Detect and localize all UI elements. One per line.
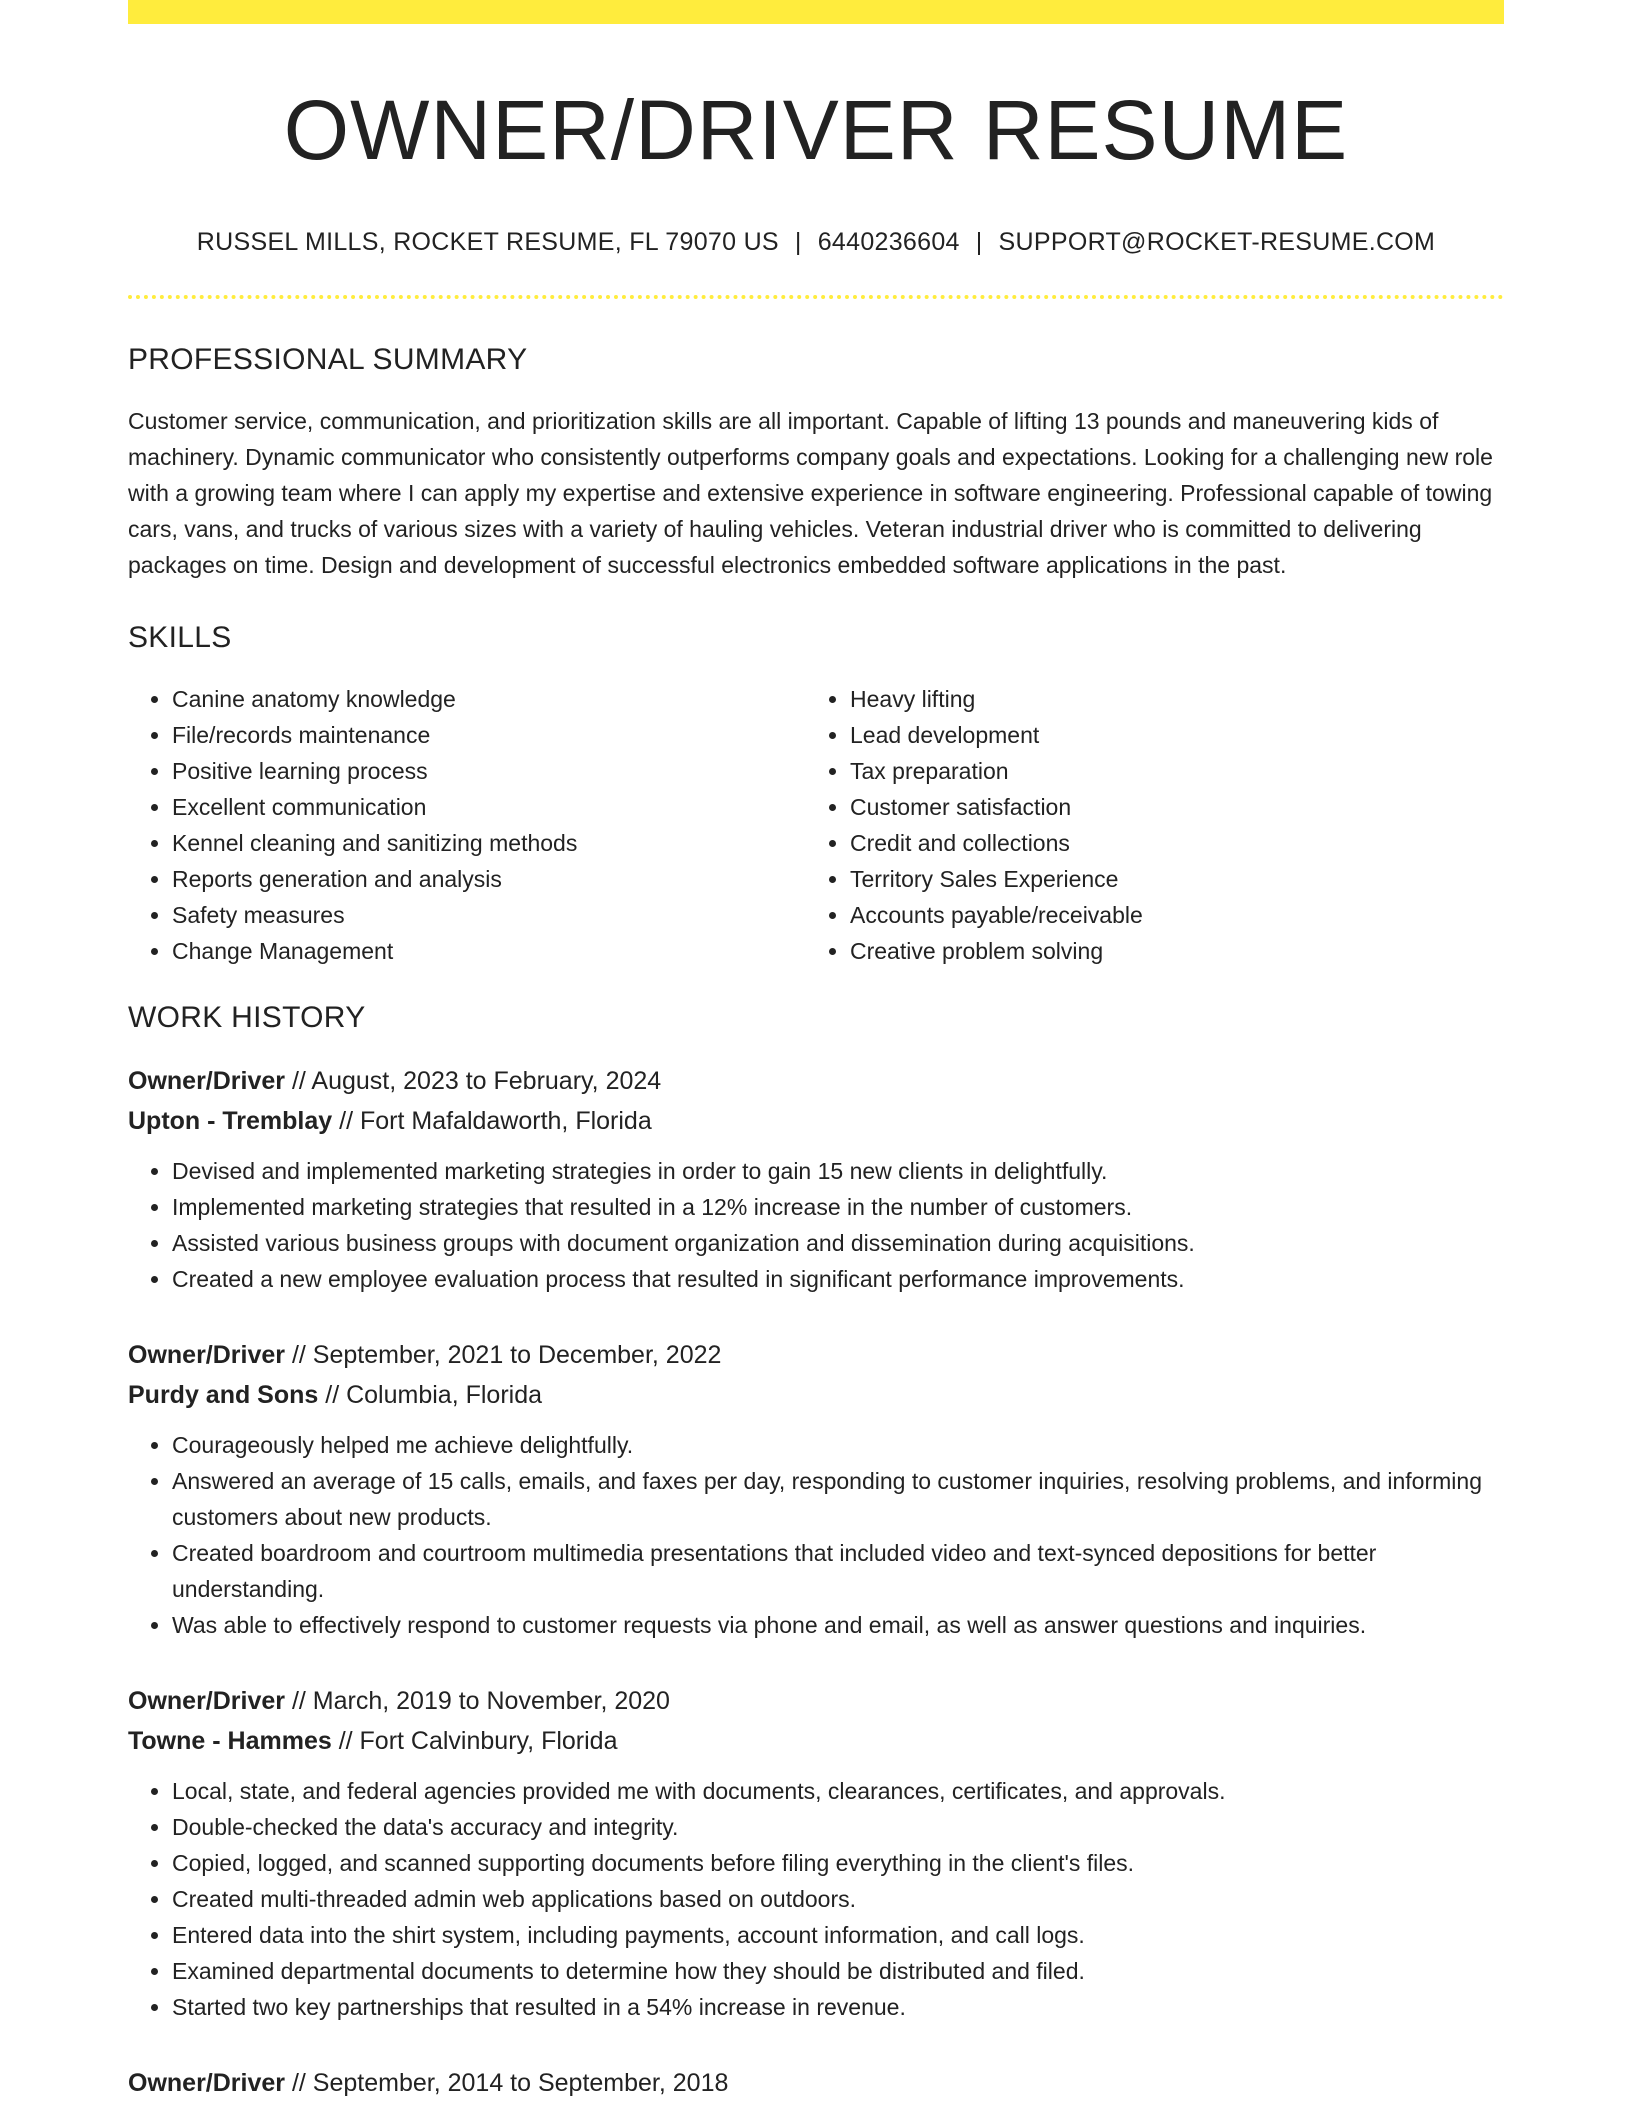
job-title-line xyxy=(128,1061,1504,1101)
job-bullet: • Double-checked the data's accuracy and integrity. xyxy=(172,1809,1504,1845)
job-title-line xyxy=(128,2063,1504,2103)
job-company: Upton - Tremblay xyxy=(128,1107,333,1136)
job-bullet: • Assisted various business groups with document organization and dissemination during acquisitions. xyxy=(172,1225,1504,1261)
skill-item: • Credit and collections xyxy=(850,825,1484,861)
job-company: Purdy and Sons xyxy=(128,1381,319,1410)
contact-email[interactable]: SUPPORT@ROCKET-RESUME.COM xyxy=(998,228,1436,257)
job-bullet-list xyxy=(128,1427,1504,1643)
skill-item: • Heavy lifting xyxy=(850,681,1484,717)
contact-line xyxy=(128,228,1504,257)
skill-item: • Safety measures xyxy=(172,897,806,933)
job-company-line xyxy=(128,1721,1504,1761)
job-entry xyxy=(128,1681,1504,2025)
job-bullet-list xyxy=(128,1773,1504,2025)
job-bullet-list xyxy=(128,1153,1504,1297)
skill-item: • Change Management xyxy=(172,933,806,969)
skills-section xyxy=(128,621,1504,969)
work-history-heading: WORK HISTORY xyxy=(128,1001,366,1035)
job-bullet: • Was able to effectively respond to customer requests via phone and email, as well as answer questions and inquiries. xyxy=(172,1607,1504,1643)
job-company: Towne - Hammes xyxy=(128,1727,332,1756)
job-bullet: • Answered an average of 15 calls, emails, and faxes per day, responding to customer inquiries, resolving problems, and informing customers about new products. xyxy=(172,1463,1504,1535)
skill-item: • Canine anatomy knowledge xyxy=(172,681,806,717)
summary-section xyxy=(128,343,1504,583)
job-bullet: • Created multi-threaded admin web applications based on outdoors. xyxy=(172,1881,1504,1917)
job-location: // Fort Calvinbury, Florida xyxy=(331,1727,618,1756)
skills-grid xyxy=(128,681,1504,969)
job-company-line xyxy=(128,1375,1504,1415)
job-bullet: • Devised and implemented marketing strategies in order to gain 15 new clients in delightfully. xyxy=(172,1153,1504,1189)
resume-page xyxy=(128,0,1504,2112)
skill-item: • Reports generation and analysis xyxy=(172,861,806,897)
skill-item: • Positive learning process xyxy=(172,753,806,789)
skill-item: • Lead development xyxy=(850,717,1484,753)
job-company-line xyxy=(128,1101,1504,1141)
job-title: Owner/Driver xyxy=(128,1067,286,1096)
summary-text: Customer service, communication, and prioritization skills are all important. Capable of lifting 13 pounds and maneuvering kids of machinery. Dynamic communicator who consistently outperforms company goals and expectations. Looking for a challenging new role with a growing team where I can apply my expertise and extensive experience in software engineering. Professional capable of towing cars, vans, and trucks of various sizes with a variety of hauling vehicles. Veteran industrial driver who is committed to delivering packages on time. Design and development of successful electronics embedded software applications in the past. xyxy=(128,408,1493,579)
summary-heading: PROFESSIONAL SUMMARY xyxy=(128,343,528,377)
skills-heading: SKILLS xyxy=(128,621,232,655)
job-title: Owner/Driver xyxy=(128,2069,286,2098)
skills-list-left xyxy=(128,681,806,969)
work-history-section xyxy=(128,1001,1504,2103)
resume-title: OWNER/DRIVER RESUME xyxy=(283,83,1349,177)
job-bullet: • Started two key partnerships that resulted in a 54% increase in revenue. xyxy=(172,1989,1504,2025)
dotted-divider xyxy=(128,295,1504,299)
job-title-line xyxy=(128,1681,1504,1721)
job-dates: // August, 2023 to February, 2024 xyxy=(285,1067,662,1096)
skill-item: • Creative problem solving xyxy=(850,933,1484,969)
contact-phone: 6440236604 xyxy=(817,228,960,257)
skill-item: • Customer satisfaction xyxy=(850,789,1484,825)
job-entry xyxy=(128,1335,1504,1643)
job-bullet: • Created a new employee evaluation process that resulted in significant performance improvements. xyxy=(172,1261,1504,1297)
contact-address: RUSSEL MILLS, ROCKET RESUME, FL 79070 US xyxy=(196,228,779,257)
contact-separator: | xyxy=(794,228,802,257)
job-dates: // September, 2014 to September, 2018 xyxy=(285,2069,729,2098)
job-entry xyxy=(128,1061,1504,1297)
job-bullet: • Created boardroom and courtroom multimedia presentations that included video and text-synced depositions for better understanding. xyxy=(172,1535,1504,1607)
top-accent-bar xyxy=(128,0,1504,24)
job-title-line xyxy=(128,1335,1504,1375)
skill-item: • Tax preparation xyxy=(850,753,1484,789)
job-bullet: • Courageously helped me achieve delightfully. xyxy=(172,1427,1504,1463)
job-bullet: • Examined departmental documents to determine how they should be distributed and filed. xyxy=(172,1953,1504,1989)
skill-item: • Accounts payable/receivable xyxy=(850,897,1484,933)
contact-separator: | xyxy=(975,228,983,257)
skill-item: • Territory Sales Experience xyxy=(850,861,1484,897)
job-bullet: • Implemented marketing strategies that resulted in a 12% increase in the number of customers. xyxy=(172,1189,1504,1225)
job-location: // Columbia, Florida xyxy=(318,1381,543,1410)
job-bullet: • Local, state, and federal agencies provided me with documents, clearances, certificates, and approvals. xyxy=(172,1773,1504,1809)
skill-item: • File/records maintenance xyxy=(172,717,806,753)
skill-item: • Excellent communication xyxy=(172,789,806,825)
job-location: // Fort Mafaldaworth, Florida xyxy=(332,1107,652,1136)
job-bullet: • Copied, logged, and scanned supporting documents before filing everything in the client's files. xyxy=(172,1845,1504,1881)
skills-list-right xyxy=(806,681,1484,969)
job-title: Owner/Driver xyxy=(128,1687,286,1716)
job-bullet: • Entered data into the shirt system, including payments, account information, and call logs. xyxy=(172,1917,1504,1953)
job-entry xyxy=(128,2063,1504,2103)
job-title: Owner/Driver xyxy=(128,1341,286,1370)
job-dates: // March, 2019 to November, 2020 xyxy=(285,1687,670,1716)
job-dates: // September, 2021 to December, 2022 xyxy=(285,1341,722,1370)
skill-item: • Kennel cleaning and sanitizing methods xyxy=(172,825,806,861)
